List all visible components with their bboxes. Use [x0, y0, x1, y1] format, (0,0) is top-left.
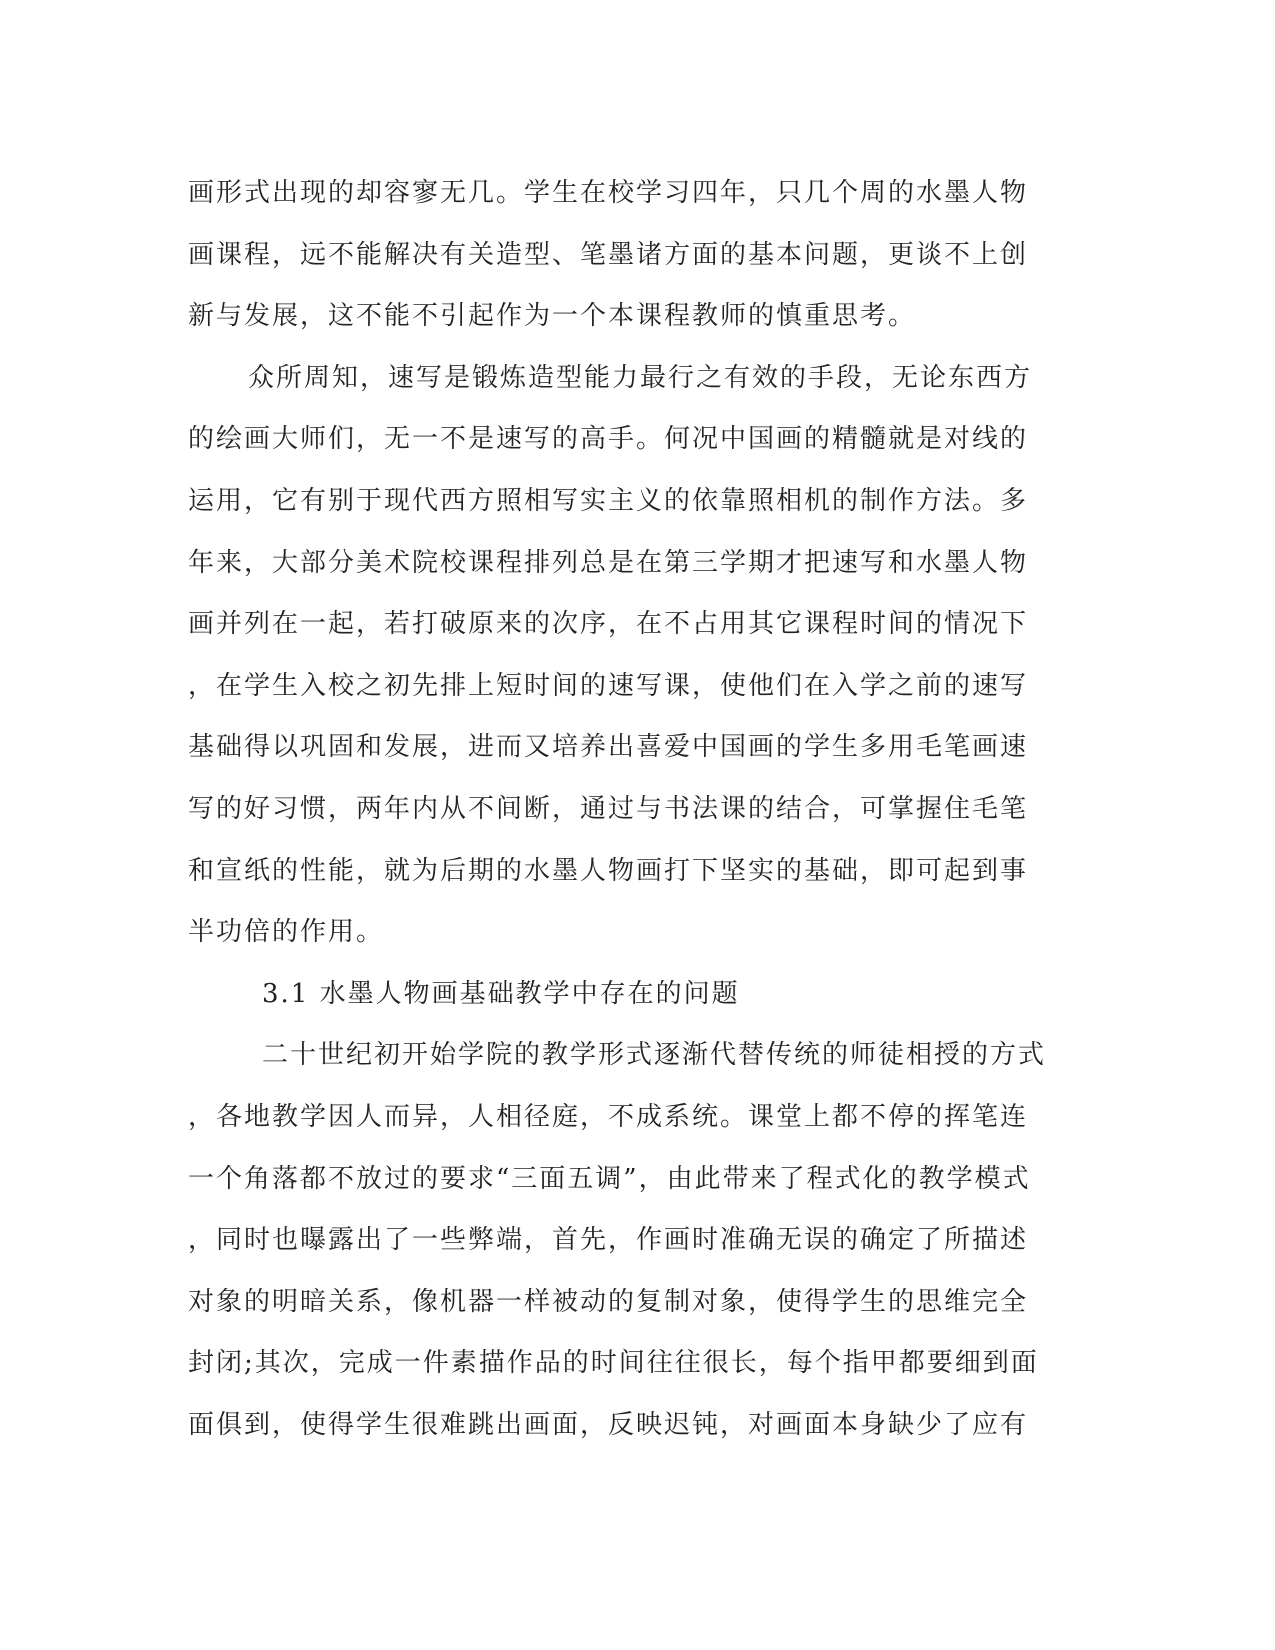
text-line: 的绘画大师们，无一不是速写的高手。何况中国画的精髓就是对线的	[188, 424, 1029, 455]
text-line: 年来，大部分美术院校课程排列总是在第三学期才把速写和水墨人物	[188, 547, 1029, 578]
text-line: 画形式出现的却容寥无几。学生在校学习四年，只几个周的水墨人物	[188, 178, 1029, 208]
text-line: 运用，它有别于现代西方照相写实主义的依靠照相机的制作方法。多	[188, 485, 1029, 516]
text-line: 面俱到，使得学生很难跳出画面，反映迟钝，对画面本身缺少了应有	[188, 1409, 1029, 1440]
text-line: 封闭;其次，完成一件素描作品的时间往往很长，每个指甲都要细到面	[188, 1348, 1039, 1379]
paragraph-start-line: 二十世纪初开始学院的教学形式逐渐代替传统的师徒相授的方式	[262, 1040, 1047, 1071]
text-line: 写的好习惯，两年内从不间断，通过与书法课的结合，可掌握住毛笔	[188, 793, 1029, 824]
text-line: 画并列在一起，若打破原来的次序，在不占用其它课程时间的情况下	[188, 609, 1029, 640]
text-line: 和宣纸的性能，就为后期的水墨人物画打下坚实的基础，即可起到事	[188, 855, 1029, 886]
text-line: 半功倍的作用。	[188, 917, 385, 948]
text-line: ，在学生入校之初先排上短时间的速写课，使他们在入学之前的速写	[188, 670, 1029, 701]
body-text	[188, 163, 1088, 1456]
text-line: 画课程，远不能解决有关造型、笔墨诸方面的基本问题，更谈不上创	[188, 239, 1029, 270]
text-line: 一个角落都不放过的要求“三面五调”，由此带来了程式化的教学模式	[188, 1163, 1031, 1194]
section-heading: 3.1 水墨人物画基础教学中存在的问题	[262, 978, 740, 1009]
text-line: 新与发展，这不能不引起作为一个本课程教师的慎重思考。	[188, 301, 917, 332]
text-line: 对象的明暗关系，像机器一样被动的复制对象，使得学生的思维完全	[188, 1286, 1029, 1317]
text-line: ，各地教学因人而异，人相径庭，不成系统。课堂上都不停的挥笔连	[188, 1101, 1029, 1132]
paragraph-start-line: 众所周知，速写是锻炼造型能力最行之有效的手段，无论东西方	[248, 362, 1033, 393]
text-line: ，同时也曝露出了一些弊端，首先，作画时准确无误的确定了所描述	[188, 1225, 1029, 1256]
text-line: 基础得以巩固和发展，进而又培养出喜爱中国画的学生多用毛笔画速	[188, 732, 1029, 763]
